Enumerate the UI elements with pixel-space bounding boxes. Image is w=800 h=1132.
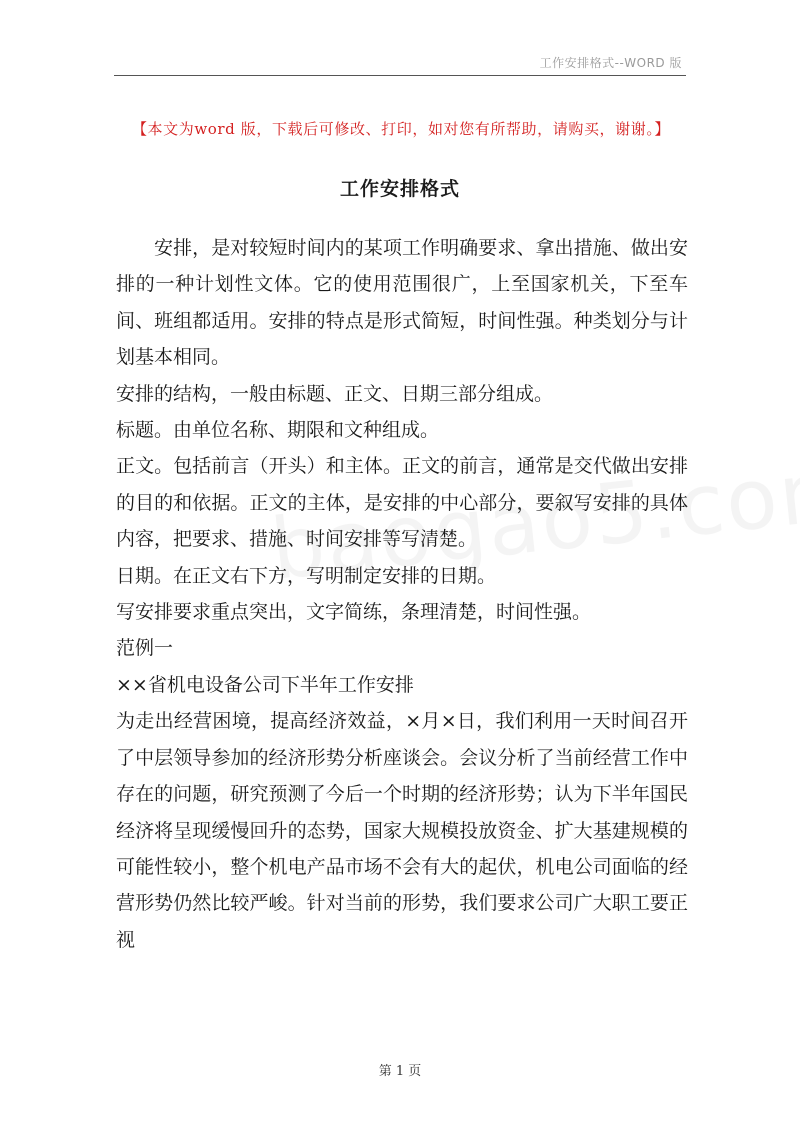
example-heading: 范例一 — [116, 637, 174, 660]
example-paragraph: 为走出经营困境，提高经济效益，×月×日，我们利用一天时间召开了中层领导参加的经济形势分析座谈会。会议分析了当前经营工作中存在的问题，研究预测了今后一个时期的经济形势；认为下半年国民经济将呈现缓慢回升的态势，国家大规模投放资金、扩大基建规模的可能性较小，整个机电产品市场不会有大的起伏，机电公司面临的经营形势仍然比较严峻。针对当前的形势，我们要求公司广大职工要正视 — [116, 710, 688, 951]
paragraph-date-rule: 日期。在正文右下方，写明制定安排的日期。 — [116, 564, 497, 587]
download-notice: 【本文为word 版，下载后可修改、打印，如对您有所帮助，请购买，谢谢。】 — [131, 120, 671, 138]
document-body — [116, 230, 688, 958]
example-title: ××省机电设备公司下半年工作安排 — [116, 673, 414, 696]
paragraph-writing-tips: 写安排要求重点突出，文字简练，条理清楚，时间性强。 — [116, 601, 592, 624]
document-title: 工作安排格式 — [339, 178, 460, 200]
paragraph-structure: 安排的结构，一般由标题、正文、日期三部分组成。 — [116, 382, 554, 405]
paragraph-body-rule: 正文。包括前言（开头）和主体。正文的前言，通常是交代做出安排的目的和依据。正文的主体，是安排的中心部分，要叙写安排的具体内容，把要求、措施、时间安排等写清楚。 — [116, 455, 688, 551]
paragraph-title-rule: 标题。由单位名称、期限和文种组成。 — [116, 419, 440, 442]
running-header: 工作安排格式--WORD 版 — [539, 56, 682, 70]
paragraph-intro: 安排，是对较短时间内的某项工作明确要求、拿出措施、做出安排的一种计划性文体。它的使用范围很广，上至国家机关，下至车间、班组都适用。安排的特点是形式简短，时间性强。种类划分与计划基本相同。 — [116, 237, 688, 369]
page-number: 第 1 页 — [378, 1064, 422, 1079]
header-divider — [114, 75, 686, 76]
